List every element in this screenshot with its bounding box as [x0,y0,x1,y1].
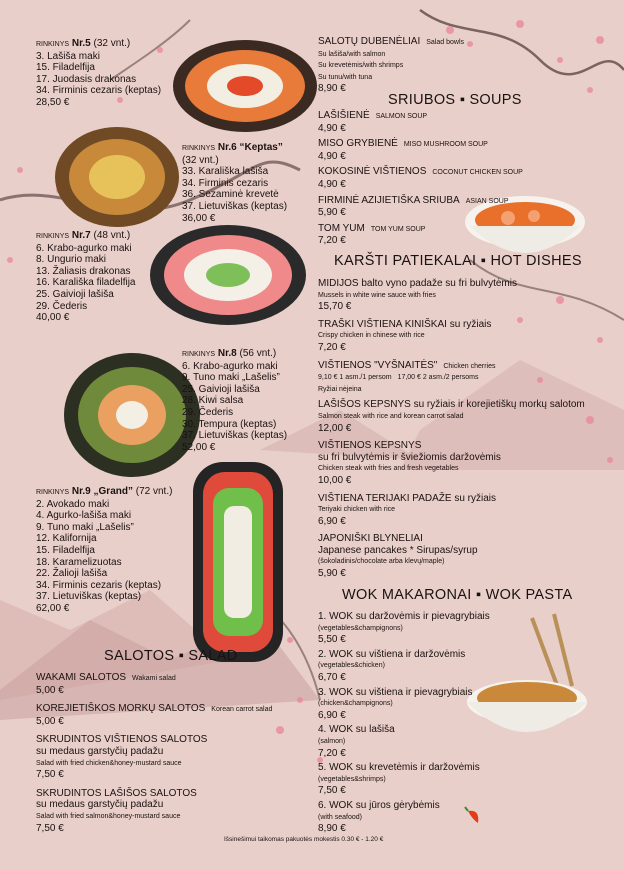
salad-price: 7,50 € [36,769,64,781]
set-item: 15. Filadelfija [36,62,95,74]
set-item: 3. Lašiša maki [36,50,100,62]
set-item: 34. Firminis cezaris (keptas) [36,85,162,97]
set-nr8 [182,348,287,453]
hot-option: 9,10 € 1 asm./1 persom [318,374,392,382]
wok-price: 5,50 € [318,634,346,646]
hot-price: 7,20 € [318,341,346,353]
set-item: 28. Kiwi salsa [182,395,244,407]
set-item: 37. Lietuviškas (keptas) [182,200,288,212]
hot-name: VIŠTIENOS "VYŠNAITĖS" [318,359,438,371]
sushi-set-nr8-image [62,350,202,480]
wok-price: 6,90 € [318,709,346,721]
soup-en: COCONUT CHICKEN SOUP [432,169,523,177]
hot-en: Mussels in white wine sauce with fries [318,291,436,299]
set-label: RINKINYS [182,351,216,358]
set-item: 15. Filadelfija [36,544,95,556]
wok-name: 3. WOK su vištiena ir pievagrybiais [318,686,473,698]
salad-en: Salad with fried chicken&honey-mustard sauce [36,759,182,767]
set-nr7 [36,230,136,324]
wok-name: 2. WOK su vištiena ir daržovėmis [318,648,466,660]
set-item: 13. Žaliasis drakonas [36,265,131,277]
wok-list [318,611,490,835]
wok-price: 8,90 € [318,823,346,835]
salad-price: 5,00 € [36,715,64,727]
wok-name: 6. WOK su jūros gėrybėmis [318,799,440,811]
set-price: 36,00 € [182,212,216,224]
salad-en: Korean carrot salad [211,706,273,714]
set-nr9 [36,486,172,615]
salad-price: 7,50 € [36,822,64,834]
soups-list [318,110,523,247]
salad-name: WAKAMI SALOTOS [36,672,127,683]
wok-price: 7,50 € [318,785,346,797]
set-item: 9. Tuno maki „Lašelis” [182,372,280,384]
soup-name: MISO GRYBIENĖ [318,138,398,150]
salads-list [36,672,272,834]
hot-price: 15,70 € [318,301,352,313]
set-price: 52,00 € [182,441,216,453]
salad-name: KOREJIETIŠKOS MORKŲ SALOTOS [36,703,206,715]
soup-name: LAŠIŠIENĖ [318,110,370,121]
set-item: 12. Kalifornija [36,533,97,545]
salad-name: SKRUDINTOS LAŠIŠOS SALOTOS [36,787,197,799]
salad-bowls [318,36,464,95]
hot-name: VIŠTIENA TERIJAKI PADAŽE su ryžiais [318,492,497,504]
set-label: RINKINYS [36,233,70,240]
hot-en: Chicken steak with fries and fresh vegetables [318,465,459,473]
hot-en: Teriyaki chicken with rice [318,506,396,514]
hot-extra: Chicken cherries [443,362,496,370]
wok-en: (with seafood) [318,813,362,821]
wok-name: 4. WOK su lašiša [318,724,395,736]
salad-en: Wakami salad [132,675,176,682]
set-count: (56 vnt.) [239,348,277,359]
set-title: Nr.9 „Grand” [71,486,133,497]
bowls-line: Su krevetėmis/with shrimps [318,62,404,70]
set-item: 9. Tuno maki „Lašelis” [36,521,134,533]
wok-en: (vegetables&chicken) [318,662,385,670]
set-item: 17. Juodasis drakonas [36,73,137,85]
wok-price: 7,20 € [318,747,346,759]
set-title: Nr.5 [71,38,91,49]
bowls-name: SALOTŲ DUBENĖLIAI [318,36,421,47]
wok-en: (chicken&champignons) [318,700,393,708]
hot-name: TRAŠKI VIŠTIENA KINIŠKAI su ryžiais [318,318,492,330]
set-item: 8. Ungurio maki [36,254,107,266]
set-nr6 [182,142,287,224]
set-title: Nr.7 [71,230,91,241]
wok-price: 6,70 € [318,671,346,683]
bowls-price: 8,90 € [318,83,346,95]
hot-option: 17,00 € 2 asm./2 persoms [397,374,479,382]
set-item: 25. Gaivioji lašiša [36,288,114,300]
set-item: 22. Žalioji lašiša [36,568,108,580]
set-item: 25. Gaivioji lašiša [182,383,260,395]
hot-en: (šokoladinis/chocolate arba klevų/maple) [318,558,445,566]
set-count: (72 vnt.) [135,486,173,497]
soup-en: TOM YUM SOUP [370,225,426,233]
hot-name: JAPONIŠKI BLYNELIAI [318,533,423,545]
set-item: 4. Agurko-lašišа maki [36,510,132,522]
hot-price: 6,90 € [318,515,346,527]
soup-price: 5,90 € [318,207,346,219]
bowls-line: Su lašiša/with salmon [318,50,386,58]
set-item: 29. Čederis [182,406,234,418]
hot-sub: su fri bulvytėmis ir šviežiomis daržovėmis [318,451,501,463]
wok-name: 1. WOK su daržovėmis ir pievagrybiais [318,611,490,622]
salad-price: 5,00 € [36,684,64,696]
wok-heading: WOK MAKARONAI ▪ WOK PASTA [342,587,573,603]
set-item: 6. Krabo-agurko maki [36,242,132,254]
set-count: (32 vnt.) [93,38,131,49]
salads-heading: SALOTOS ▪ SALAD [104,648,238,664]
set-item: 34. Firminis cezaris [182,177,269,189]
sushi-set-nr6-image [52,122,182,232]
soup-en: SALMON SOUP [375,113,428,120]
wok-en: (vegetables&champignons) [318,624,403,632]
set-item: 37. Lietuviškas (keptas) [182,430,288,442]
set-title: Nr.6 “Keptas” [217,142,283,153]
hot-price: 5,90 € [318,568,346,580]
salad-sub: su medaus garstyčių padažu [36,799,164,811]
hot-name: VIŠTIENOS KEPSNYS [318,440,422,452]
soup-name: TOM YUM [318,222,365,234]
set-item: 33. Karališka lašiša [182,166,269,178]
soups-heading: SRIUBOS ▪ SOUPS [388,92,522,108]
set-item: 2. Avokado maki [36,498,110,510]
set-price: 28,50 € [36,96,70,108]
salad-name: SKRUDINTOS VIŠTIENOS SALOTOS [36,734,208,746]
set-item: 16. Karališka filadelfija [36,277,136,289]
soup-en: MISO MUSHROOM SOUP [403,141,488,149]
set-label: RINKINYS [36,41,70,48]
soup-price: 4,90 € [318,122,346,134]
hot-en: Ryžiai nėjeina [318,385,362,393]
hot-dishes-list [318,278,585,580]
hot-en: Crispy chicken in chinese with rice [318,332,425,340]
set-item: 34. Firminis cezaris (keptas) [36,579,162,591]
hot-price: 12,00 € [318,422,352,434]
hot-name: LAŠIŠOS KEPSNYS su ryžiais ir korejietiškų morkų salotom [318,399,585,411]
set-price: 40,00 € [36,312,70,324]
hot-price: 10,00 € [318,474,352,486]
set-title: Nr.8 [217,348,237,359]
takeaway-note: Išsinešimui taikomas pakuotės mokestis 0.30 € - 1.20 € [224,836,384,843]
soup-price: 7,20 € [318,235,346,247]
set-price: 62,00 € [36,602,70,614]
soup-price: 4,90 € [318,150,346,162]
wok-name: 5. WOK su krevetėmis ir daržovėmis [318,762,480,774]
soup-price: 4,90 € [318,178,346,190]
set-item: 36. Sezaminė krevetė [182,189,279,201]
set-label: RINKINYS [36,489,70,496]
set-label: RINKINYS [182,145,216,152]
set-item: 37. Lietuviškas (keptas) [36,591,142,603]
sushi-set-nr7-image [148,222,308,328]
salad-sub: su medaus garstyčių padažu [36,745,164,757]
bowls-en: Salad bowls [426,39,465,46]
soup-en: ASIAN SOUP [465,197,509,205]
wok-en: (salmon) [318,737,346,745]
set-nr5 [36,38,161,109]
set-count: (32 vnt.) [182,154,219,166]
wok-en: (vegetables&shrimps) [318,775,386,783]
sushi-set-nr5-image [170,36,320,136]
sushi-set-nr9-image [188,458,288,666]
set-item: 30. Tempura (keptas) [182,418,277,430]
hot-name: MIDIJOS balto vyno padaže su fri bulvytėmis [318,278,517,289]
salad-en: Salad with fried salmon&honey-mustard sauce [36,812,181,820]
set-item: 18. Karamelizuotas [36,556,122,568]
set-item: 6. Krabo-agurko maki [182,360,278,372]
hot-sub: Japanese pancakes * Sirupas/syrup [318,544,478,556]
hot-en: Salmon steak with rice and korean carrot salad [318,412,464,420]
set-count: (48 vnt.) [93,230,131,241]
set-item: 29. Čederis [36,300,88,312]
bowls-line: Su tunu/with tuna [318,73,373,81]
soup-name: KOKOSINĖ VIŠTIENOS [318,166,427,178]
soup-name: FIRMINĖ AZIJIETIŠKA SRIUBA [318,194,460,206]
hot-dishes-heading: KARŠTI PATIEKALAI ▪ HOT DISHES [334,253,582,269]
